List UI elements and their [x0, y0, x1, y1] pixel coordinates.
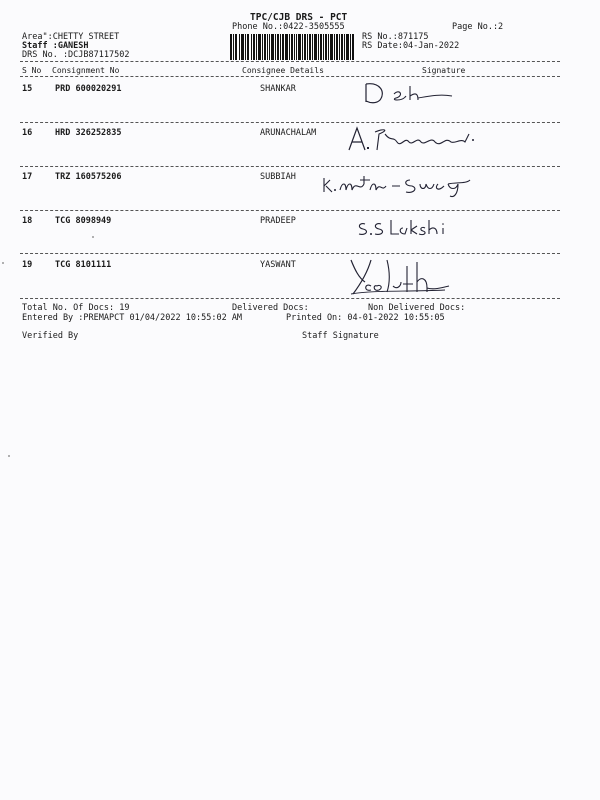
row-consignment: TCG 8098949 — [55, 216, 112, 226]
area-label: Area":CHETTY STREET — [22, 32, 120, 42]
total-docs: Total No. Of Docs: 19 — [22, 303, 130, 313]
row-consignee: SUBBIAH — [260, 172, 296, 182]
rs-number: RS No.:871175 — [362, 32, 429, 42]
row-sno: 16 — [22, 128, 33, 138]
signature-image — [345, 122, 485, 156]
barcode — [230, 34, 355, 60]
page-number: Page No.:2 — [452, 22, 504, 32]
row-sno: 18 — [22, 216, 33, 226]
row-consignment: TCG 8101111 — [55, 260, 112, 270]
row-sno: 17 — [22, 172, 33, 182]
phone-number: Phone No.:0422-3505555 — [232, 22, 345, 32]
row-divider — [20, 253, 560, 254]
row-consignment: HRD 326252835 — [55, 128, 122, 138]
col-consignment: Consignment No — [52, 66, 120, 75]
row-consignee: ARUNACHALAM — [260, 128, 317, 138]
verified-by: Verified By — [22, 331, 79, 341]
scan-speck — [2, 262, 4, 264]
scan-speck — [8, 455, 10, 457]
col-consignee: Consignee Details — [242, 66, 324, 75]
row-consignment: PRD 600020291 — [55, 84, 122, 94]
staff-name: Staff :GANESH — [22, 41, 89, 51]
col-sno: S No — [22, 66, 42, 75]
scan-speck — [92, 236, 94, 238]
row-consignee: SHANKAR — [260, 84, 296, 94]
signature-image — [360, 78, 460, 108]
delivered-docs: Delivered Docs: — [232, 303, 309, 313]
document-title: TPC/CJB DRS - PCT — [250, 12, 348, 23]
row-divider — [20, 298, 560, 299]
header-divider-top — [20, 61, 560, 62]
signature-image — [355, 216, 465, 240]
row-sno: 19 — [22, 260, 33, 270]
non-delivered-docs: Non Delivered Docs: — [368, 303, 466, 313]
printed-on: Printed On: 04-01-2022 10:55:05 — [286, 313, 445, 323]
signature-image — [320, 168, 480, 198]
col-signature: Signature — [422, 66, 466, 75]
entered-by: Entered By :PREMAPCT 01/04/2022 10:55:02 AM — [22, 313, 243, 323]
row-consignee: PRADEEP — [260, 216, 296, 226]
staff-signature: Staff Signature — [302, 331, 379, 341]
drs-number: DRS No. :DCJB87117502 — [22, 50, 130, 60]
row-consignment: TRZ 160575206 — [55, 172, 122, 182]
row-sno: 15 — [22, 84, 33, 94]
signature-image — [345, 256, 455, 298]
rs-date: RS Date:04-Jan-2022 — [362, 41, 460, 51]
header-divider-bottom — [20, 76, 560, 77]
row-divider — [20, 210, 560, 211]
row-divider — [20, 166, 560, 167]
row-consignee: YASWANT — [260, 260, 296, 270]
